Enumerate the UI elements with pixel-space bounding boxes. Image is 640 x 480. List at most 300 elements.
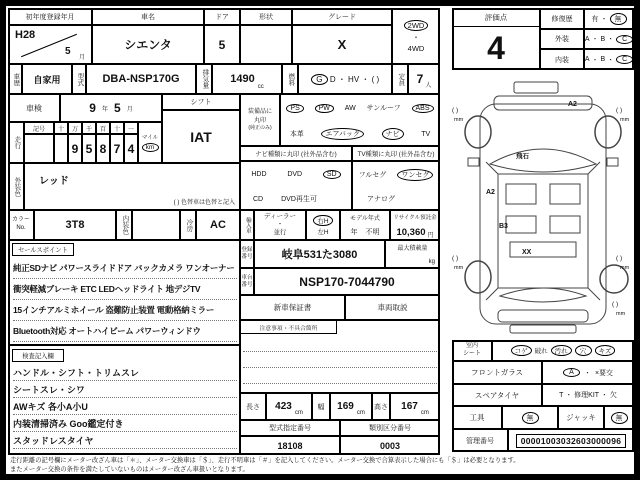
- capacity-unit: 人: [425, 83, 432, 89]
- interior-grade-label: 内装: [555, 56, 569, 64]
- footer-note: [10, 457, 634, 474]
- model-year-value: [341, 223, 389, 241]
- mileage-digit: 9: [71, 141, 79, 156]
- first-reg-cell: [8, 25, 92, 64]
- grade-label: グレード: [328, 13, 356, 21]
- tread-bracket-rear-left: ( ): [452, 255, 459, 262]
- max-load-cell: [385, 240, 440, 268]
- tv-oneseg-circled: ワンセグ: [397, 169, 433, 181]
- pillar-line: [588, 288, 600, 300]
- shift-header: [162, 94, 240, 110]
- tv-row-2: [353, 187, 439, 211]
- damage-mark-rear-left-b3: B3: [499, 223, 508, 230]
- chassis-value: [254, 268, 440, 295]
- equipment-label-2: 丸印: [253, 117, 266, 124]
- mileage-d-1: [124, 134, 138, 163]
- ac-label-cell: [180, 210, 196, 240]
- fuel-value: [298, 64, 392, 94]
- repair-label-cell: [540, 8, 584, 29]
- mileage-label: 走行: [13, 136, 21, 149]
- import-label-cell: [240, 210, 254, 240]
- spare-tire-options: T ・ 修理KIT ・ 欠: [559, 392, 617, 399]
- car-body-outline: [480, 104, 606, 324]
- nav-row-1: [241, 162, 351, 187]
- damage-mark-rear-xx: XX: [522, 249, 532, 256]
- shaken-value: [60, 94, 162, 122]
- door-label: ドア: [215, 13, 229, 21]
- width-unit: cm: [356, 410, 365, 416]
- km-circled: km: [142, 143, 159, 152]
- max-load-label: 最大積載量: [397, 245, 428, 252]
- equip-tv: TV: [421, 130, 431, 138]
- int-color-label: 内装色: [121, 215, 129, 235]
- inspector-line: [13, 381, 237, 398]
- nav-dvd-play: DVD再生可: [281, 196, 317, 203]
- shape-label: 形状: [259, 13, 273, 21]
- interior-grade-label-cell: [540, 49, 584, 70]
- equipment-row-2: [281, 121, 439, 147]
- spare-tire-value: [542, 384, 634, 406]
- seat-label: シート: [462, 350, 481, 357]
- color-no: 3T8: [65, 219, 85, 231]
- class-no: 0003: [379, 440, 401, 451]
- seat-tear: 破れ: [534, 348, 548, 355]
- height-label-cell: [372, 393, 390, 420]
- shaken-month-unit: 月: [126, 106, 133, 113]
- tread-bracket-spare: ( ): [612, 301, 619, 308]
- shaken-year: 9: [89, 101, 96, 115]
- chassis-label-2: 番号: [241, 281, 253, 288]
- first-reg-month-unit: 月: [79, 55, 86, 61]
- seat-mid-left: [506, 216, 536, 233]
- mileage-unit-cell: [138, 122, 162, 163]
- equipment-grid: [280, 94, 440, 146]
- interior-b: B: [600, 56, 606, 63]
- interior-dot: ・: [607, 56, 615, 64]
- tools-label-cell: [452, 406, 502, 429]
- nav-type-label: ナビ種類に丸印 (社外品含む): [255, 151, 337, 158]
- exterior-grade-label-cell: [540, 29, 584, 49]
- sales-line: [13, 279, 237, 300]
- int-color-value: [132, 210, 180, 240]
- mileage-digit: 4: [127, 141, 135, 156]
- damage-mark-front-a2: A2: [568, 101, 577, 108]
- shape-header: [240, 8, 292, 25]
- seat-front-right: [550, 184, 580, 204]
- mileage-h-1: [124, 122, 138, 134]
- footer-line-2: またメーター交換の条件を満たしていないものはメーター改ざん車扱いとなります。: [10, 465, 249, 473]
- recycle-header: [391, 211, 439, 223]
- rear-bumper: [498, 310, 588, 322]
- wheel-front-right: [595, 116, 621, 148]
- reg-no-label-2: 番号: [241, 254, 253, 260]
- exterior-c-circled: C: [616, 35, 633, 44]
- capacity-label-cell: [392, 64, 408, 94]
- mileage-digit: 7: [113, 141, 121, 156]
- interior-dot: ・: [591, 56, 599, 64]
- notes-label: 注意事項・不具合箇所: [259, 325, 318, 332]
- shaken-label-cell: [8, 94, 60, 122]
- windshield-replace-option: ×要交: [594, 369, 614, 377]
- notes-line: [243, 383, 437, 384]
- nav-dvd: DVD: [287, 171, 303, 178]
- width-label: 幅: [317, 403, 325, 411]
- fuel-label-cell: [282, 64, 298, 94]
- spare-tire-label: スペアタイヤ: [474, 390, 520, 400]
- width: 169: [337, 401, 354, 412]
- tv-type-label: TV種類に丸印 (社外品含む): [357, 151, 435, 158]
- equip-leather: 本革: [289, 131, 304, 138]
- mileage-d-1k: [82, 134, 96, 163]
- mileage-h-10: [110, 122, 124, 134]
- tv-fullseg: フルセグ: [358, 171, 387, 179]
- reg-no: 岐阜531た3080: [281, 249, 358, 261]
- exterior-dot: ・: [607, 36, 615, 43]
- fuel-label: 燃料: [287, 72, 295, 86]
- ext-color-cell: [24, 163, 240, 210]
- mileage-d-100k: [54, 134, 68, 163]
- reg-no-label-cell: [240, 240, 254, 268]
- nav-type-cell: [240, 161, 352, 210]
- seat-condition-value: [492, 340, 634, 361]
- interior-grade-value: [584, 49, 634, 70]
- displacement-label: 排気量: [201, 69, 209, 89]
- manual-label: 車両取説: [377, 303, 408, 312]
- import-label: 輸入車: [244, 216, 251, 234]
- fuel-options: D ・ HV ・ ( ): [329, 74, 380, 84]
- repair-value: [584, 8, 634, 29]
- type-no-value: [240, 436, 340, 455]
- height-unit: cm: [420, 410, 429, 416]
- mile-label: マイル: [141, 135, 159, 141]
- mileage-h-kigou: [24, 122, 54, 134]
- manual-cell: [345, 295, 440, 320]
- mileage-h-kigou-t: 記号: [32, 126, 45, 133]
- ext-color-label: 外装色: [13, 176, 21, 197]
- dealer-dot: ・: [276, 220, 284, 228]
- type-no-header: [240, 420, 340, 436]
- color-no-label-2: No.: [16, 225, 26, 231]
- mileage-h-1k-t: 千: [85, 126, 92, 133]
- warranty-cell: [240, 295, 345, 320]
- repair-yes: 有: [591, 15, 599, 23]
- model-label-cell: [72, 64, 86, 94]
- windshield-value: [542, 361, 634, 384]
- jack-value: [604, 406, 634, 429]
- tv-type-cell: [352, 161, 440, 210]
- model-code: DBA-NSP170G: [102, 73, 180, 85]
- recycle-amount: 10,360: [396, 226, 426, 238]
- chassis-label-cell: [240, 268, 254, 295]
- exterior-grade-label: 外装: [555, 36, 569, 43]
- tread-mm: mm: [454, 117, 464, 123]
- score-header: [453, 9, 539, 27]
- length-label-cell: [240, 393, 266, 420]
- color-no-value: [34, 210, 116, 240]
- front-bumper: [494, 96, 592, 110]
- nav-row-2: [241, 187, 351, 211]
- notes-cell: [240, 320, 440, 393]
- tools-value: [502, 406, 558, 429]
- cabin: [498, 174, 588, 288]
- grade: X: [337, 37, 347, 52]
- nav-hdd: HDD: [251, 171, 267, 178]
- windshield-label-cell: [452, 361, 542, 384]
- windshield-label: フロントガラス: [470, 368, 524, 377]
- mileage-h-10k: [68, 122, 82, 134]
- room-label: 室内: [465, 342, 478, 349]
- history-value: [22, 64, 72, 94]
- equipment-label-3: (純正のみ): [248, 124, 272, 131]
- tread-bracket-front-left: ( ): [452, 107, 459, 114]
- tools-none-circled: 無: [522, 412, 539, 424]
- car-name: シエンタ: [124, 38, 172, 52]
- capacity: 7: [416, 72, 424, 86]
- seat-mid-right: [550, 216, 580, 233]
- mgmt-no-label-cell: [452, 429, 508, 452]
- score-value: [453, 27, 539, 70]
- ac: AC: [210, 219, 226, 231]
- height-label: 高さ: [374, 403, 388, 411]
- car-name-value: [92, 25, 204, 64]
- tread-bracket-rear-right: ( ): [616, 255, 623, 262]
- repair-no-circled: 無: [610, 13, 627, 25]
- displacement: 1490: [230, 73, 255, 85]
- ext-color-value: レッド: [39, 176, 69, 187]
- drive-dot: ・: [412, 32, 420, 42]
- left-handle: 左H: [317, 228, 329, 236]
- chassis-label-1: 車台: [241, 274, 253, 281]
- inspector-line-text: スタッドレスタイヤ: [13, 435, 94, 446]
- interior-c-circled: C: [616, 55, 633, 64]
- equip-aw: AW: [344, 104, 356, 112]
- length-label: 長さ: [246, 403, 260, 411]
- shaken-month: 5: [114, 101, 121, 115]
- nav-type-header: [240, 146, 352, 161]
- dealer-label: ディーラー: [264, 212, 296, 220]
- seat-burn-circled: コゲ: [511, 345, 532, 356]
- recycle-value: [391, 223, 439, 241]
- inspector-line-text: ハンドル・シフト・トリムスレ: [13, 367, 140, 378]
- nav-sd-circled: SD: [323, 170, 341, 179]
- model-year-label: モデル年式: [350, 215, 380, 222]
- tread-mm: mm: [454, 265, 464, 271]
- sales-points-label: セールスポイント: [18, 247, 68, 254]
- inspector-line-text: 内装清掃済み Goo鑑定付き: [13, 418, 124, 429]
- exterior-a: A: [584, 35, 590, 43]
- mileage-h-1k: [82, 122, 96, 134]
- seat-hole-circled: 穴: [575, 345, 592, 356]
- inspector-line: [13, 432, 237, 449]
- mileage-h-1-t: 一: [127, 126, 134, 133]
- height-value: [390, 393, 440, 420]
- sales-line: [13, 258, 237, 279]
- pillar-line: [588, 162, 600, 174]
- seat-rear-bench: [510, 242, 576, 257]
- mileage-h-100-t: 百: [99, 126, 106, 133]
- inspector-line-text: AWキズ 各小A小U: [13, 401, 88, 412]
- drivetrain-cell: [392, 8, 440, 64]
- pillar-line: [486, 162, 498, 174]
- exterior-grade-value: [584, 29, 634, 49]
- sales-line: [13, 321, 237, 342]
- capacity-label: 定員: [397, 72, 405, 86]
- sales-line-text: Bluetooth対応 オートハイビーム パワーウィンドウ: [13, 326, 201, 336]
- repair-dot: ・: [600, 15, 608, 23]
- mileage-h-10-t: 十: [113, 126, 120, 133]
- width-label-cell: [312, 393, 330, 420]
- equip-pw-circled: PW: [315, 104, 334, 113]
- class-no-value: [340, 436, 440, 455]
- tv-row-1: [353, 162, 439, 187]
- exterior-b: B: [600, 35, 606, 43]
- mileage-digit: 8: [99, 141, 107, 156]
- recycle-label: リサイクル預託金: [393, 215, 437, 221]
- inspector-line: [13, 415, 237, 432]
- model-label: 型式: [76, 72, 84, 86]
- mileage-label-cell: [8, 122, 24, 163]
- car-name-label: 車名: [141, 13, 155, 21]
- notes-line: [243, 367, 437, 368]
- reg-no-label-1: 登録: [241, 247, 253, 254]
- sales-line-text: 衝突軽減ブレーキ ETC LEDヘッドライト 地デジTV: [13, 284, 201, 294]
- displacement-label-cell: [196, 64, 212, 94]
- ac-value: [196, 210, 240, 240]
- class-no-header: [340, 420, 440, 436]
- reg-no-value: [254, 240, 385, 268]
- equipment-label-cell: [240, 94, 280, 146]
- jack-none-circled: 無: [611, 412, 628, 424]
- car-name-header: [92, 8, 204, 25]
- ac-label: 冷房: [185, 218, 193, 232]
- max-load-header: [386, 241, 439, 253]
- shaken-year-unit: 年: [101, 106, 108, 113]
- shape-value: [240, 25, 292, 64]
- model-year-header: [341, 211, 389, 223]
- first-reg-header: [8, 8, 92, 25]
- mileage-h-10k-t: 万: [71, 126, 78, 133]
- interior-a: A: [584, 56, 590, 63]
- mileage-d-100: [96, 134, 110, 163]
- mileage-h-100k-t: 十: [57, 126, 64, 133]
- tread-mm: mm: [620, 265, 630, 271]
- mileage-d-10: [110, 134, 124, 163]
- tread-bracket-front-right: ( ): [616, 107, 623, 114]
- width-value: [330, 393, 372, 420]
- tools-label: 工具: [469, 413, 485, 422]
- type-no-label: 型式指定番号: [269, 425, 311, 432]
- mgmt-no-cell: [508, 429, 634, 452]
- right-handle-circled: 右H: [313, 215, 332, 226]
- displacement-value: [212, 64, 282, 94]
- mirror-left: [468, 158, 479, 166]
- grade-header: [292, 8, 392, 25]
- windshield-a-circled: A: [563, 368, 580, 377]
- equipment-row-1: [281, 95, 439, 121]
- score-label: 評価点: [484, 13, 508, 22]
- tv-type-header: [352, 146, 440, 161]
- inspector-line: [13, 364, 237, 381]
- shift-label: シフト: [190, 99, 212, 106]
- door-value: [204, 25, 240, 64]
- grade-value: [292, 25, 392, 64]
- seat-front-left: [506, 184, 536, 204]
- door-count: 5: [218, 37, 226, 52]
- warranty-label: 新車保証書: [273, 303, 312, 312]
- inspector-notes-header: [12, 349, 64, 362]
- parallel-label: 並行: [273, 229, 287, 237]
- shaken-label: 車検: [26, 103, 42, 113]
- equip-abs-circled: ABS: [412, 104, 434, 113]
- recycle-yen: 円: [427, 233, 434, 239]
- sales-line-text: 純正SDナビ パワースライドドア バックカメラ ワンオーナー: [13, 263, 235, 273]
- model-value: [86, 64, 196, 94]
- nav-cd: CD: [253, 195, 264, 203]
- int-color-label-cell: [116, 210, 132, 240]
- exterior-dot: ・: [591, 36, 599, 43]
- history: 自家用: [33, 74, 61, 85]
- fuel-gasoline-circled: G: [311, 74, 328, 85]
- spare-tire-label-cell: [452, 384, 542, 406]
- inspector-line: [13, 398, 237, 415]
- sales-points-cell: [8, 240, 240, 345]
- max-load-unit: kg: [428, 259, 435, 265]
- dealer-cell: [254, 210, 306, 240]
- car-damage-diagram: [452, 74, 634, 336]
- mirror-right: [607, 158, 618, 166]
- room-seat-label-cell: [452, 340, 492, 361]
- score-number: 4: [487, 30, 505, 66]
- equip-ps-circled: PS: [286, 104, 303, 113]
- displacement-unit: cc: [257, 84, 264, 90]
- class-no-label: 類別区分番号: [369, 425, 411, 432]
- mileage-h-100: [96, 122, 110, 134]
- mgmt-no-value: 00001003032603000096: [516, 434, 627, 448]
- mileage-d-kigou: [24, 134, 54, 163]
- rear-plate: [510, 325, 576, 333]
- drive-4wd: 4WD: [407, 43, 425, 53]
- history-label: 車歴: [12, 72, 20, 86]
- inspector-notes-cell: [8, 345, 240, 455]
- seat-stain-circled: 汚れ: [551, 345, 572, 356]
- length-value: [266, 393, 312, 420]
- model-year-cell: [340, 210, 390, 240]
- windshield-dot: ・: [583, 369, 591, 377]
- first-reg-era: H28: [15, 29, 36, 41]
- drive-2wd-circled: 2WD: [404, 20, 429, 31]
- type-no: 18108: [277, 440, 303, 451]
- jack-label: ジャッキ: [566, 413, 596, 422]
- ext-color-label-cell: [8, 163, 24, 210]
- seat-scratch-circled: キズ: [595, 345, 616, 356]
- recycle-cell: [390, 210, 440, 240]
- sales-line-text: 15インチアルミホイール 盗難防止装置 電動格納ミラー: [13, 305, 215, 315]
- footer-line-1: 走行距離の記号欄にメーター改ざん車は「＊」、メーター交換車は「＄」、走行不明車は「＃」を記入してください。メーター交換で合算表示した場合にも「＄」は必要となります。: [10, 457, 520, 464]
- equip-airbag-circled: エアバック: [321, 128, 363, 140]
- notes-line: [243, 351, 437, 352]
- notes-header: [241, 321, 337, 334]
- height: 167: [401, 401, 418, 412]
- shift-type: IAT: [190, 128, 212, 145]
- history-label-cell: [8, 64, 22, 94]
- handle-cell: [306, 210, 340, 240]
- wheel-front-left: [465, 116, 491, 148]
- first-reg-label: 初年度登録年月: [25, 13, 75, 21]
- color-no-label-1: カラー: [11, 217, 30, 224]
- windshield: [490, 149, 596, 172]
- first-reg-month: 5: [65, 46, 71, 57]
- damage-mark-glass-stone-chip: 飛石: [516, 153, 529, 160]
